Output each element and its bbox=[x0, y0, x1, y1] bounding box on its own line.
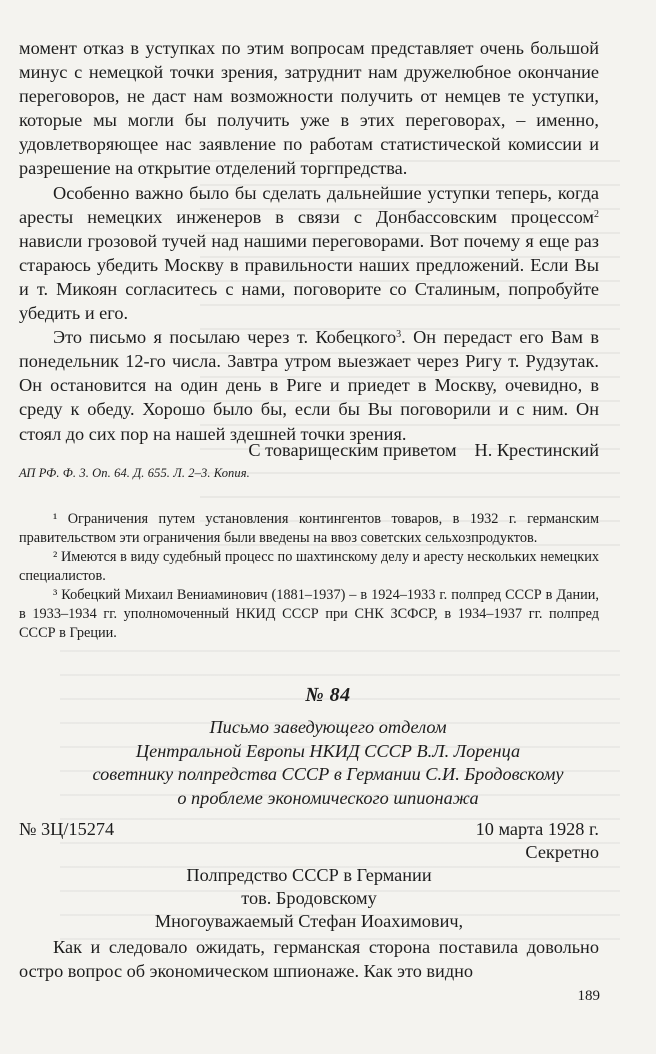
document-number: № 84 bbox=[305, 684, 351, 706]
footnote: ² Имеются в виду судебный процесс по шахтинскому делу и аресту нескольких немецких специалистов. bbox=[19, 549, 599, 584]
document-title bbox=[0, 716, 656, 810]
closing-greeting: С товарищеским приветом bbox=[248, 440, 457, 460]
footnotes bbox=[19, 510, 599, 643]
signatory-name: Н. Крестинский bbox=[474, 440, 599, 460]
letter-opening bbox=[19, 935, 599, 983]
title-line: Центральной Европы НКИД СССР В.Л. Лоренца bbox=[135, 740, 521, 761]
salutation: Многоуважаемый Стефан Иоахимович, bbox=[154, 911, 464, 931]
footnote-mark: 2 bbox=[594, 208, 599, 220]
title-line: советнику полпредства СССР в Германии С.И. Бродовскому bbox=[92, 764, 564, 784]
footnote-mark: 3 bbox=[396, 329, 402, 341]
paragraph: Как и следовало ожидать, германская сторона поставила довольно остро вопрос об экономическом шпионаже. Как это видно bbox=[19, 937, 599, 982]
classification-mark: Секретно bbox=[525, 842, 599, 862]
document-header bbox=[19, 818, 599, 933]
paragraph: момент отказ в уступках по этим вопросам представляет очень большой минус с немецкой точки зрения, затруднит нам дружелюбное окончание переговоров, не даст нам возможности получить от немцев те уступки, которые мы могли бы получить уже в этих переговорах, – именно, удовлетворяющее нас заявление по работам статистической комиссии и разрешение на открытие отделений торгпредства. bbox=[19, 38, 599, 179]
addressee-line: Полпредство СССР в Германии bbox=[186, 865, 432, 885]
letter-body bbox=[19, 36, 599, 446]
footnote: ³ Кобецкий Михаил Вениаминович (1881–1937) – в 1924–1933 г. полпред СССР в Дании, в 1933–1934 гг. уполномоченный НКИД СССР при СНК ЗСФСР, в 1934–1937 гг. полпред СССР в Греции. bbox=[19, 587, 599, 641]
paragraph: Это письмо я посылаю через т. Кобецкого$^3$. Он передаст его Вам в понедельник 12-го числа. Завтра утром выезжает через Ригу т. Рудзутак. Он остановится на один день в Риге и приедет в Москву, очевидно, в среду к обеду. Хорошо было бы, если бы Вы поговорили и с ним. Он стоял до сих пор на нашей здешней точки зрения. bbox=[19, 327, 599, 444]
page-number: 189 bbox=[577, 988, 600, 1004]
title-line: о проблеме экономического шпионажа bbox=[177, 787, 479, 808]
signature-line bbox=[19, 440, 602, 461]
footnote: ¹ Ограничения путем установления контингентов товаров, в 1932 г. германским правительством эти ограничения были введены на ввоз советских сельхозпродуктов. bbox=[19, 511, 599, 546]
archive-source: АП РФ. Ф. 3. Оп. 64. Д. 655. Л. 2–3. Копия. bbox=[19, 466, 250, 480]
registration-number: № 3Ц/15274 bbox=[19, 819, 115, 839]
document-date: 10 марта 1928 г. bbox=[475, 819, 599, 839]
title-line: Письмо заведующего отделом bbox=[209, 717, 447, 737]
addressee-line: тов. Бродовскому bbox=[241, 888, 377, 908]
paragraph: Особенно важно было бы сделать дальнейшие уступки теперь, когда аресты немецких инженеров в связи с Донбассовским процессом$^2$ нависли грозовой тучей над нашими переговорами. Вот почему я еще раз стараюсь убедить Москву в правильности наших предложений. Если Вы и т. Микоян согласитесь с нами, поговорите со Сталиным, попробуйте убедить и его. bbox=[19, 182, 599, 324]
